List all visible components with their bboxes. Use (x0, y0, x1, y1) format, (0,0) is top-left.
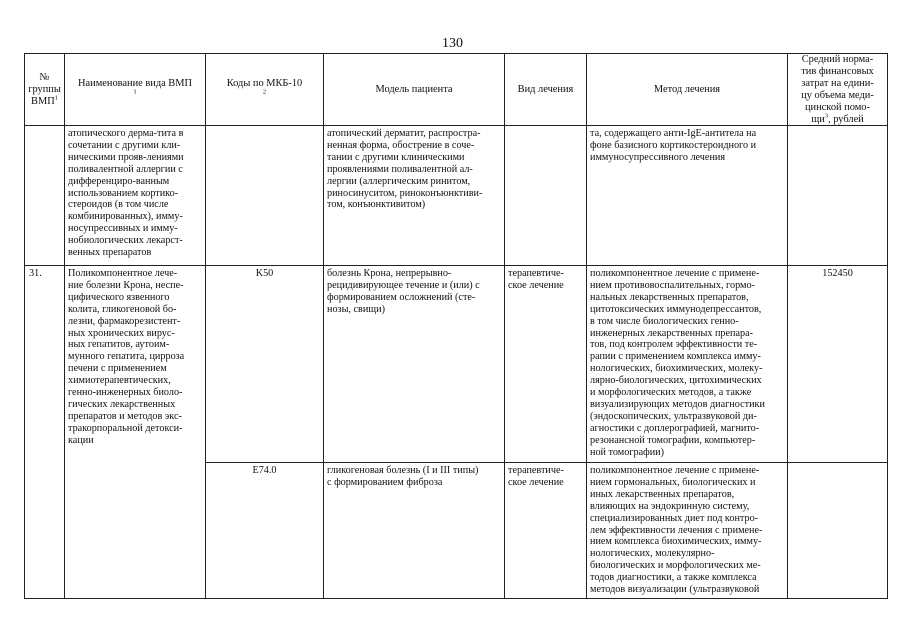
header-group-number (25, 54, 64, 125)
text-line: сочетании с другими кли- (68, 139, 181, 151)
header-cost-standard (788, 54, 887, 125)
text-line: ной томографии) (590, 446, 664, 458)
header-text: Метод лечения (653, 83, 721, 95)
subrow-separator (205, 462, 888, 463)
col-line (787, 53, 788, 599)
text-line: носупрессивных и имму- (68, 223, 178, 235)
text-line: иммуносупрессивного лечения (590, 151, 726, 163)
text-line: нальных лекарственных препаратов, (590, 291, 749, 303)
text-line: Поликомпонентное лече- (68, 268, 178, 279)
text-line: лярно-биологических, цитохимических (590, 375, 762, 387)
header-text: Модель пациента (375, 83, 453, 95)
header-text: цинской помо- (805, 101, 870, 113)
text-line: в том числе биологических генно- (590, 315, 739, 327)
text-line: биологических и морфологических ме- (590, 560, 761, 572)
text-line: цитотоксических иммунодепрессантов, (590, 303, 762, 315)
text-line: атопического дерма-тита в (68, 128, 184, 139)
row2-treatment (508, 465, 586, 595)
header-text: Наименование вида ВМП (78, 77, 192, 89)
text-line: нием гормональных, биологических и (590, 476, 756, 488)
col-line (64, 53, 65, 599)
page-number: 130 (442, 36, 463, 51)
row1-method (590, 268, 786, 461)
text-line: поликомпонентное лечение с примене- (590, 268, 760, 279)
text-line: инженерных лекарственных препара- (590, 327, 754, 339)
text-line: терапевтиче- (508, 465, 564, 476)
row2-method (590, 465, 786, 598)
header-text: затрат на едини- (801, 77, 874, 89)
text-line: лергии (аллергическим ринитом, (327, 175, 471, 187)
header-text: , рублей (828, 113, 864, 125)
text-line: терапевтиче- (508, 268, 564, 279)
text-line: колита, гликогеновой бо- (68, 303, 177, 315)
header-text: ВМП (31, 95, 55, 107)
text-line: ненная форма, обострение в соче- (327, 139, 475, 151)
header-icd-codes (206, 54, 323, 125)
header-text: щи (811, 113, 825, 125)
text-line: риносинуситом, риноконъюнктиви- (327, 187, 483, 199)
text-line: препаратов и методов экс- (68, 410, 182, 422)
row1-model (327, 268, 503, 458)
col-line (504, 53, 505, 599)
text-line: тракорпоральной детокси- (68, 422, 183, 434)
footnote-mark: 1 (133, 88, 137, 96)
text-line: цифического язвенного (68, 291, 170, 303)
text-line: ское лечение (508, 476, 564, 488)
text-line: мунного гепатита, цирроза (68, 351, 185, 363)
text-line: тов, под контролем эффективности те- (590, 339, 758, 351)
header-text: тив финансовых (801, 65, 874, 77)
row2-model (327, 465, 503, 595)
text-line: проявлениями поливалентной ал- (327, 163, 473, 175)
header-treatment-method (587, 54, 787, 125)
row0-name (68, 128, 204, 265)
text-line: рецидивирующее течение и (или) с (327, 279, 480, 291)
text-line: гликогеновая болезнь (I и III типы) (327, 465, 479, 476)
text-line: визуализирующих методов диагностики (590, 398, 765, 410)
text-line: поливалентной аллергии с (68, 163, 183, 175)
text-line: болезнь Крона, непрерывно- (327, 268, 452, 279)
row2-icd-code: E74.0 (252, 465, 277, 476)
text-line: тодов диагностики, а также комплекса (590, 572, 757, 584)
header-text: № (39, 71, 50, 83)
header-text: цу объема меди- (801, 89, 874, 101)
footnote-mark: 2 (262, 88, 267, 96)
text-line: венных препаратов (68, 247, 152, 259)
text-line: гических лекарственных (68, 398, 176, 410)
row1-treatment (508, 268, 586, 458)
text-line: комбинированных), имму- (68, 211, 183, 223)
header-separator (24, 125, 888, 126)
row1-cost: 152450 (822, 268, 853, 279)
text-line: нологических, молекулярно- (590, 548, 715, 560)
text-line: химиотерапевтических, (68, 375, 171, 387)
text-line: нобиологических лекарст- (68, 235, 183, 247)
text-line: та, содержащего анти-IgE-антитела на (590, 128, 757, 139)
text-line: (эндоскопических, ультразвуковой ди- (590, 410, 757, 422)
text-line: влияющих на эндокринную систему, (590, 500, 750, 512)
col-line (586, 53, 587, 599)
footnote-mark: 3 (824, 112, 829, 120)
text-line: фоне базисного кортикостероидного и (590, 139, 757, 151)
text-line: том, конъюнктивитом) (327, 199, 426, 211)
text-line: генно-инженерных биоло- (68, 387, 183, 399)
col-line (323, 53, 324, 599)
text-line: формированием осложнений (сте- (327, 291, 476, 303)
table-border-bottom (24, 598, 888, 599)
row1-icd-code: K50 (255, 268, 274, 279)
vmp-table (24, 53, 888, 599)
text-line: с формированием фиброза (327, 476, 443, 488)
text-line: ническими прояв-лениями (68, 151, 184, 163)
text-line: атопический дерматит, распростра- (327, 128, 481, 139)
header-text: Коды по МКБ-10 (226, 77, 303, 89)
text-line: ных гепатитов, аутоим- (68, 339, 170, 351)
text-line: иных лекарственных препаратов, (590, 488, 735, 500)
header-text: Средний норма- (801, 54, 874, 65)
text-line: ных хронических вирус- (68, 327, 175, 339)
row0-model (327, 128, 503, 265)
col-line (887, 53, 888, 599)
col-line (205, 53, 206, 599)
text-line: нием комплекса биохимических, имму- (590, 536, 762, 548)
text-line: лезни, фармакорезистент- (68, 315, 181, 327)
text-line: печени с применением (68, 363, 167, 375)
text-line: кации (68, 434, 94, 446)
text-line: нологических, биохимических, молеку- (590, 363, 763, 375)
row1-group-number: 31. (29, 268, 42, 279)
text-line: нозы, свищи) (327, 303, 385, 315)
text-line: использованием кортико- (68, 187, 179, 199)
text-line: рапии с применением комплекса имму- (590, 351, 761, 363)
text-line: ние болезни Крона, неспе- (68, 279, 184, 291)
text-line: лем эффективности лечения с примене- (590, 524, 763, 536)
header-patient-model (324, 54, 504, 125)
text-line: и морфологических методов, а также (590, 387, 752, 399)
col-line (24, 53, 25, 599)
header-vmp-name (65, 54, 205, 125)
header-treatment-type (505, 54, 586, 125)
text-line: дифференциро-ванным (68, 175, 170, 187)
header-text: группы (28, 83, 61, 95)
text-line: поликомпонентное лечение с примене- (590, 465, 760, 476)
text-line: нием противовоспалительных, гормо- (590, 279, 755, 291)
footnote-mark: 1 (54, 94, 58, 102)
text-line: методов визуализации (ультразвуковой (590, 584, 760, 596)
row0-method (590, 128, 786, 265)
text-line: резонансной томографии, компьютер- (590, 434, 756, 446)
text-line: тании с другими клиническими (327, 151, 465, 163)
row1-name (68, 268, 204, 498)
row-separator (24, 265, 888, 266)
text-line: стероидов (в том числе (68, 199, 169, 211)
text-line: агностики с доплерографией, магнито- (590, 422, 760, 434)
header-text: Вид лечения (517, 83, 574, 95)
text-line: ское лечение (508, 279, 564, 291)
text-line: специализированных диет под контро- (590, 512, 759, 524)
